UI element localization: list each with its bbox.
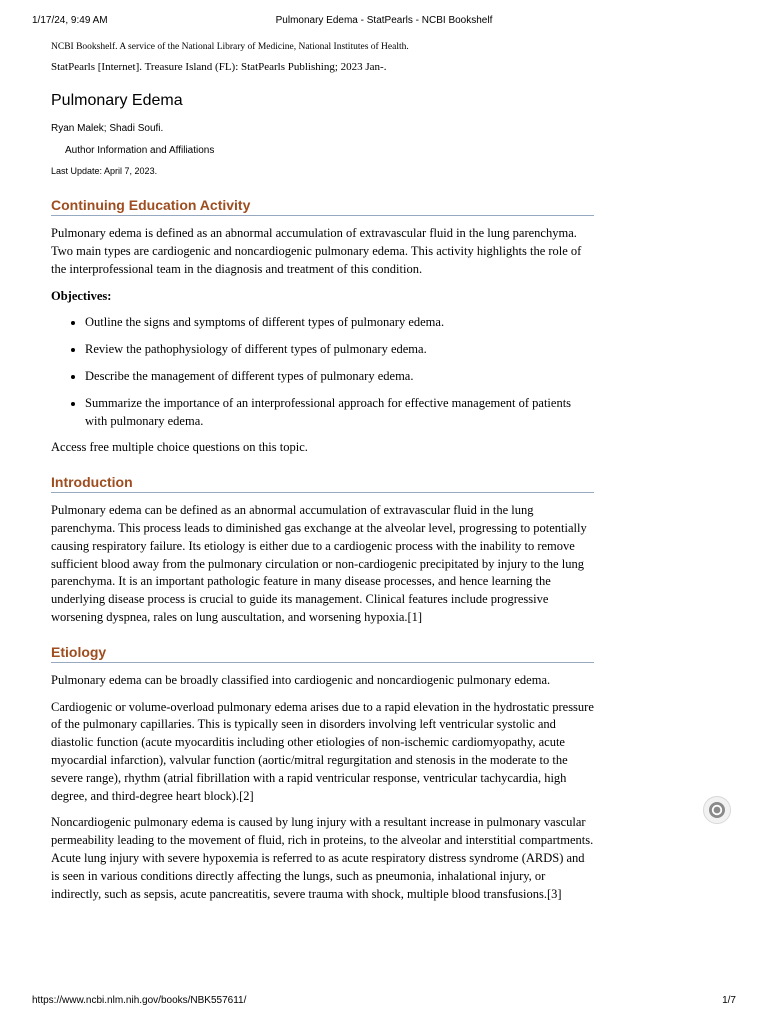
article-content: [51, 40, 594, 903]
page-title: Pulmonary Edema: [51, 92, 183, 109]
print-page-title: Pulmonary Edema - StatPearls - NCBI Bookshelf: [275, 15, 493, 26]
scroll-to-top-icon: [708, 801, 726, 819]
author-affiliations-link[interactable]: Author Information and Affiliations: [65, 145, 215, 156]
section-heading-continuing-education: Continuing Education Activity: [51, 196, 594, 216]
authors: Ryan Malek; Shadi Soufi.: [51, 123, 164, 134]
section-heading-etiology: Etiology: [51, 643, 594, 663]
etiology-paragraph: Cardiogenic or volume-overload pulmonary edema arises due to a rapid elevation in the hydrostatic pressure of the pulmonary capillaries. This is typically seen in disorders involving left ventricular systolic and diastolic function (acute myocarditis including other etiologies of non-ischemic cardiomyopathy, acute myocardial infarction), valvular function (aortic/mitral regurgitation and stenosis in the moderate to the severe range), rhythm (atrial fibrillation with a rapid ventricular response, ventricular tachycardia, high degree, and third-degree heart block).[2]: [51, 699, 594, 803]
continuing-education-paragraph: Pulmonary edema is defined as an abnormal accumulation of extravascular fluid in the lung parenchyma. Two main types are cardiogenic and noncardiogenic pulmonary edema. This activity highlights the role of the interprofessional team in the diagnosis and treatment of this condition.: [51, 226, 582, 276]
mcq-link[interactable]: Access free multiple choice questions on this topic.: [51, 440, 308, 455]
ncbi-service-line: NCBI Bookshelf. A service of the National Library of Medicine, National Institutes of Health.: [51, 42, 409, 52]
objectives-list: [51, 314, 594, 430]
etiology-paragraph: Noncardiogenic pulmonary edema is caused by lung injury with a resultant increase in pulmonary vascular permeability leading to the movement of fluid, rich in proteins, to the alveolar and interstitial compartments. Acute lung injury with severe hypoxemia is referred to as acute respiratory distress syndrome (ARDS) and is seen in various conditions directly affecting the lungs, such as pneumonia, inhalational injury, or indirectly, such as sepsis, acute pancreatitis, severe trauma with shock, multiple blood transfusions.[3]: [51, 815, 594, 901]
objective-item: • Summarize the importance of an interprofessional approach for effective management of patients with pulmonary edema.: [85, 395, 594, 431]
print-footer: [32, 995, 736, 1009]
print-header: [32, 15, 736, 29]
objectives-label: Objectives:: [51, 289, 112, 304]
print-date: 1/17/24, 9:49 AM: [32, 15, 108, 26]
print-page-number: 1/7: [722, 995, 736, 1006]
last-update: Last Update: April 7, 2023.: [51, 166, 158, 176]
print-url: https://www.ncbi.nlm.nih.gov/books/NBK557611/: [32, 995, 247, 1006]
objective-item: • Describe the management of different types of pulmonary edema.: [85, 368, 594, 386]
objective-item: • Review the pathophysiology of different types of pulmonary edema.: [85, 341, 594, 359]
section-heading-introduction: Introduction: [51, 473, 594, 493]
etiology-paragraph: Pulmonary edema can be broadly classified into cardiogenic and noncardiogenic pulmonary edema.: [51, 672, 551, 687]
scroll-to-top-button[interactable]: [703, 796, 731, 824]
introduction-paragraph: Pulmonary edema can be defined as an abnormal accumulation of extravascular fluid in the lung parenchyma. This process leads to diminished gas exchange at the alveolar level, progressing to potentially causing respiratory failure. Its etiology is either due to a cardiogenic process with the inability to remove sufficient blood away from the pulmonary circulation or non-cardiogenic precipitated by injury to the lung parenchyma. It is an important pathologic feature in many disease processes, and hence learning the underlying disease process is crucial to guide its management. Clinical features include progressive worsening dyspnea, rales on lung auscultation, and worsening hypoxia.[1]: [51, 503, 587, 624]
citation-line: StatPearls [Internet]. Treasure Island (FL): StatPearls Publishing; 2023 Jan-.: [51, 61, 387, 73]
objective-item: • Outline the signs and symptoms of different types of pulmonary edema.: [85, 314, 594, 332]
